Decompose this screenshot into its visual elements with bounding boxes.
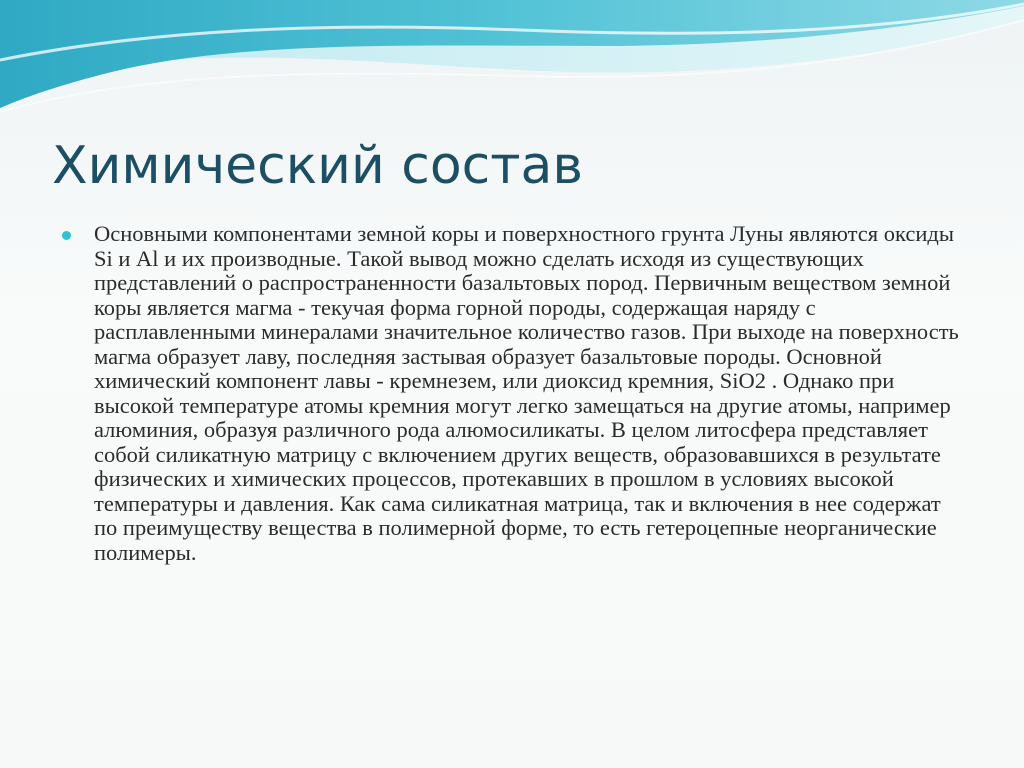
slide-title: Химический состав (52, 136, 584, 196)
slide-content (62, 222, 962, 565)
bullet-text: Основными компонентами земной коры и поверхностного грунта Луны являются оксиды Si и Al и их производные. Такой вывод можно сделать исходя из существующих представлений о распространенности базальтовых пород. Первичным веществом земной коры является магма - текучая форма горной породы, содержащая наряду с расплавленными минералами значительное количество газов. При выходе на поверхность магма образует лаву, последняя застывая образует базальтовые породы. Основной химический компонент лавы - кремнезем, или диоксид кремния, SiO2 . Однако при высокой температуре атомы кремния могут легко замещаться на другие атомы, например алюминия, образуя различного рода алюмосиликаты. В целом литосфера представляет собой силикатную матрицу с включением других веществ, образовавшихся в результате физических и химических процессов, протекавших в прошлом в условиях высокой температуры и давления. Как сама силикатная матрица, так и включения в нее содержат по преимуществу вещества в полимерной форме, то есть гетероцепные неорганические полимеры. (94, 221, 959, 565)
decorative-wave-header (0, 0, 1024, 130)
bullet-icon (62, 231, 71, 240)
bullet-item (62, 222, 962, 565)
